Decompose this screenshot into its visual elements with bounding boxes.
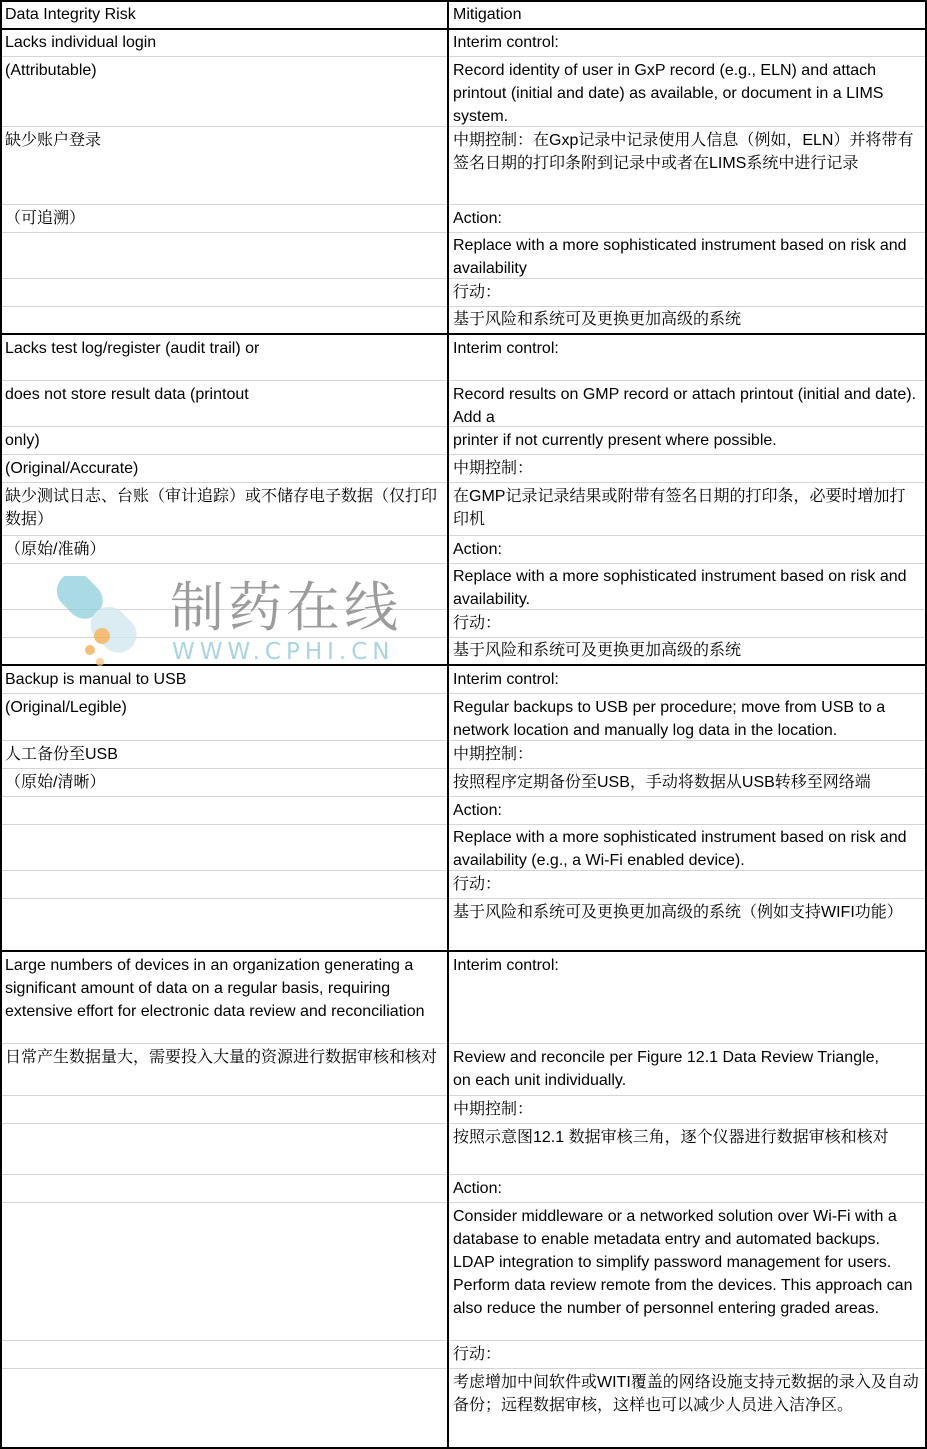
risk-cell: only)	[5, 432, 40, 449]
grid-line	[0, 898, 927, 899]
grid-line	[0, 768, 927, 769]
watermark-title: 制药在线	[170, 576, 402, 639]
mitigation-cell: Action:	[453, 210, 502, 227]
grid-line	[0, 796, 927, 797]
risk-cell: （可追溯）	[5, 210, 86, 227]
mitigation-cell: printer if not currently present where possible.	[453, 432, 777, 449]
risk-cell: Backup is manual to USB	[5, 671, 187, 688]
grid-line	[0, 1043, 927, 1044]
mitigation-cell: Interim control:	[453, 34, 559, 51]
grid-line	[0, 232, 927, 233]
grid-line	[0, 637, 927, 638]
mitigation-cell: 中期控制：	[453, 460, 534, 477]
risk-cell: does not store result data (printout	[5, 386, 249, 403]
mitigation-cell: 基于风险和系统可及更换更加高级的系统（例如支持WIFI功能）	[453, 904, 903, 921]
grid-line	[0, 204, 927, 205]
table-border-left	[0, 0, 2, 1449]
grid-line	[0, 563, 927, 564]
grid-line	[0, 454, 927, 455]
mitigation-cell: Action:	[453, 802, 502, 819]
mitigation-cell: Replace with a more sophisticated instrument based on risk and availability (e.g., a Wi-Fi enabled device).	[453, 829, 907, 869]
mitigation-cell: Record identity of user in GxP record (e.g., ELN) and attach printout (initial and date) as available, or document in a LIMS system.	[453, 62, 884, 125]
column-header-mitigation: Mitigation	[453, 6, 522, 23]
risk-cell: 日常产生数据量大，需要投入大量的资源进行数据审核和核对	[5, 1049, 438, 1066]
header-divider	[0, 28, 927, 30]
mitigation-cell: 行动：	[453, 1346, 502, 1363]
mitigation-cell: 考虑增加中间软件或WITI覆盖的网络设施支持元数据的录入及自动备份；远程数据审核，这样也可以减少人员进入洁净区。	[453, 1374, 919, 1414]
grid-line	[0, 1174, 927, 1175]
risk-cell: (Original/Accurate)	[5, 460, 139, 477]
row-divider	[0, 664, 927, 666]
row-divider	[0, 333, 927, 335]
mitigation-cell: 中期控制：在Gxp记录中记录使用人信息（例如，ELN）并将带有签名日期的打印条附到记录中或者在LIMS系统中进行记录	[453, 132, 914, 172]
grid-line	[0, 1340, 927, 1341]
mitigation-cell: 按照程序定期备份至USB，手动将数据从USB转移至网络端	[453, 774, 871, 791]
risk-cell: 缺少测试日志、台账（审计追踪）或不储存电子数据（仅打印数据）	[5, 488, 438, 528]
mitigation-cell: Replace with a more sophisticated instrument based on risk and availability	[453, 237, 907, 277]
mitigation-cell: Record results on GMP record or attach printout (initial and date). Add a	[453, 386, 917, 426]
grid-line	[0, 1368, 927, 1369]
risk-cell: （原始/准确）	[5, 541, 106, 558]
risk-cell: Large numbers of devices in an organization generating a significant amount of data on a regular basis, requiring extensive effort for electronic data review and reconciliation	[5, 957, 425, 1020]
mitigation-cell: 基于风险和系统可及更换更加高级的系统	[453, 642, 742, 659]
risk-cell: 缺少账户登录	[5, 132, 102, 149]
grid-line	[0, 693, 927, 694]
risk-cell: Lacks individual login	[5, 34, 157, 51]
grid-line	[0, 380, 927, 381]
mitigation-cell: Review and reconcile per Figure 12.1 Data Review Triangle, on each unit individually.	[453, 1049, 879, 1089]
mitigation-cell: 行动：	[453, 615, 502, 632]
cphi-watermark	[38, 576, 418, 668]
grid-line	[0, 56, 927, 57]
mitigation-cell: Interim control:	[453, 957, 559, 974]
column-divider	[447, 0, 449, 1449]
grid-line	[0, 306, 927, 307]
mitigation-cell: Action:	[453, 541, 502, 558]
mitigation-cell: Action:	[453, 1180, 502, 1197]
grid-line	[0, 1095, 927, 1096]
mitigation-cell: Interim control:	[453, 340, 559, 357]
table-border-top	[0, 0, 927, 2]
mitigation-cell: Replace with a more sophisticated instrument based on risk and availability.	[453, 568, 907, 608]
watermark-url: WWW.CPHI.CN	[172, 639, 395, 665]
capsule-logo-icon	[38, 576, 168, 668]
mitigation-cell: 行动：	[453, 284, 502, 301]
risk-cell: Lacks test log/register (audit trail) or	[5, 340, 260, 357]
grid-line	[0, 1202, 927, 1203]
mitigation-cell: Regular backups to USB per procedure; move from USB to a network location and manually log data in the location.	[453, 699, 886, 739]
column-header-risk: Data Integrity Risk	[5, 6, 136, 23]
grid-line	[0, 482, 927, 483]
mitigation-cell: 中期控制：	[453, 746, 534, 763]
risk-cell: （原始/清晰）	[5, 774, 106, 791]
mitigation-cell: 在GMP记录记录结果或附带有签名日期的打印条，必要时增加打印机	[453, 488, 906, 528]
grid-line	[0, 535, 927, 536]
grid-line	[0, 1123, 927, 1124]
risk-cell: (Original/Legible)	[5, 699, 127, 716]
mitigation-cell: 基于风险和系统可及更换更加高级的系统	[453, 311, 742, 328]
grid-line	[0, 824, 927, 825]
risk-cell: 人工备份至USB	[5, 746, 118, 763]
mitigation-cell: 按照示意图12.1 数据审核三角，逐个仪器进行数据审核和核对	[453, 1129, 889, 1146]
row-divider	[0, 950, 927, 952]
mitigation-cell: 行动：	[453, 876, 502, 893]
risk-cell: (Attributable)	[5, 62, 97, 79]
mitigation-cell: Interim control:	[453, 671, 559, 688]
mitigation-cell: 中期控制：	[453, 1101, 534, 1118]
mitigation-cell: Consider middleware or a networked solution over Wi-Fi with a database to enable metadata entry and automated backups. LDAP integration to simplify password management for users. Perform data review remote from the devices. This approach can also reduce the number of personnel entering graded areas.	[453, 1208, 913, 1317]
